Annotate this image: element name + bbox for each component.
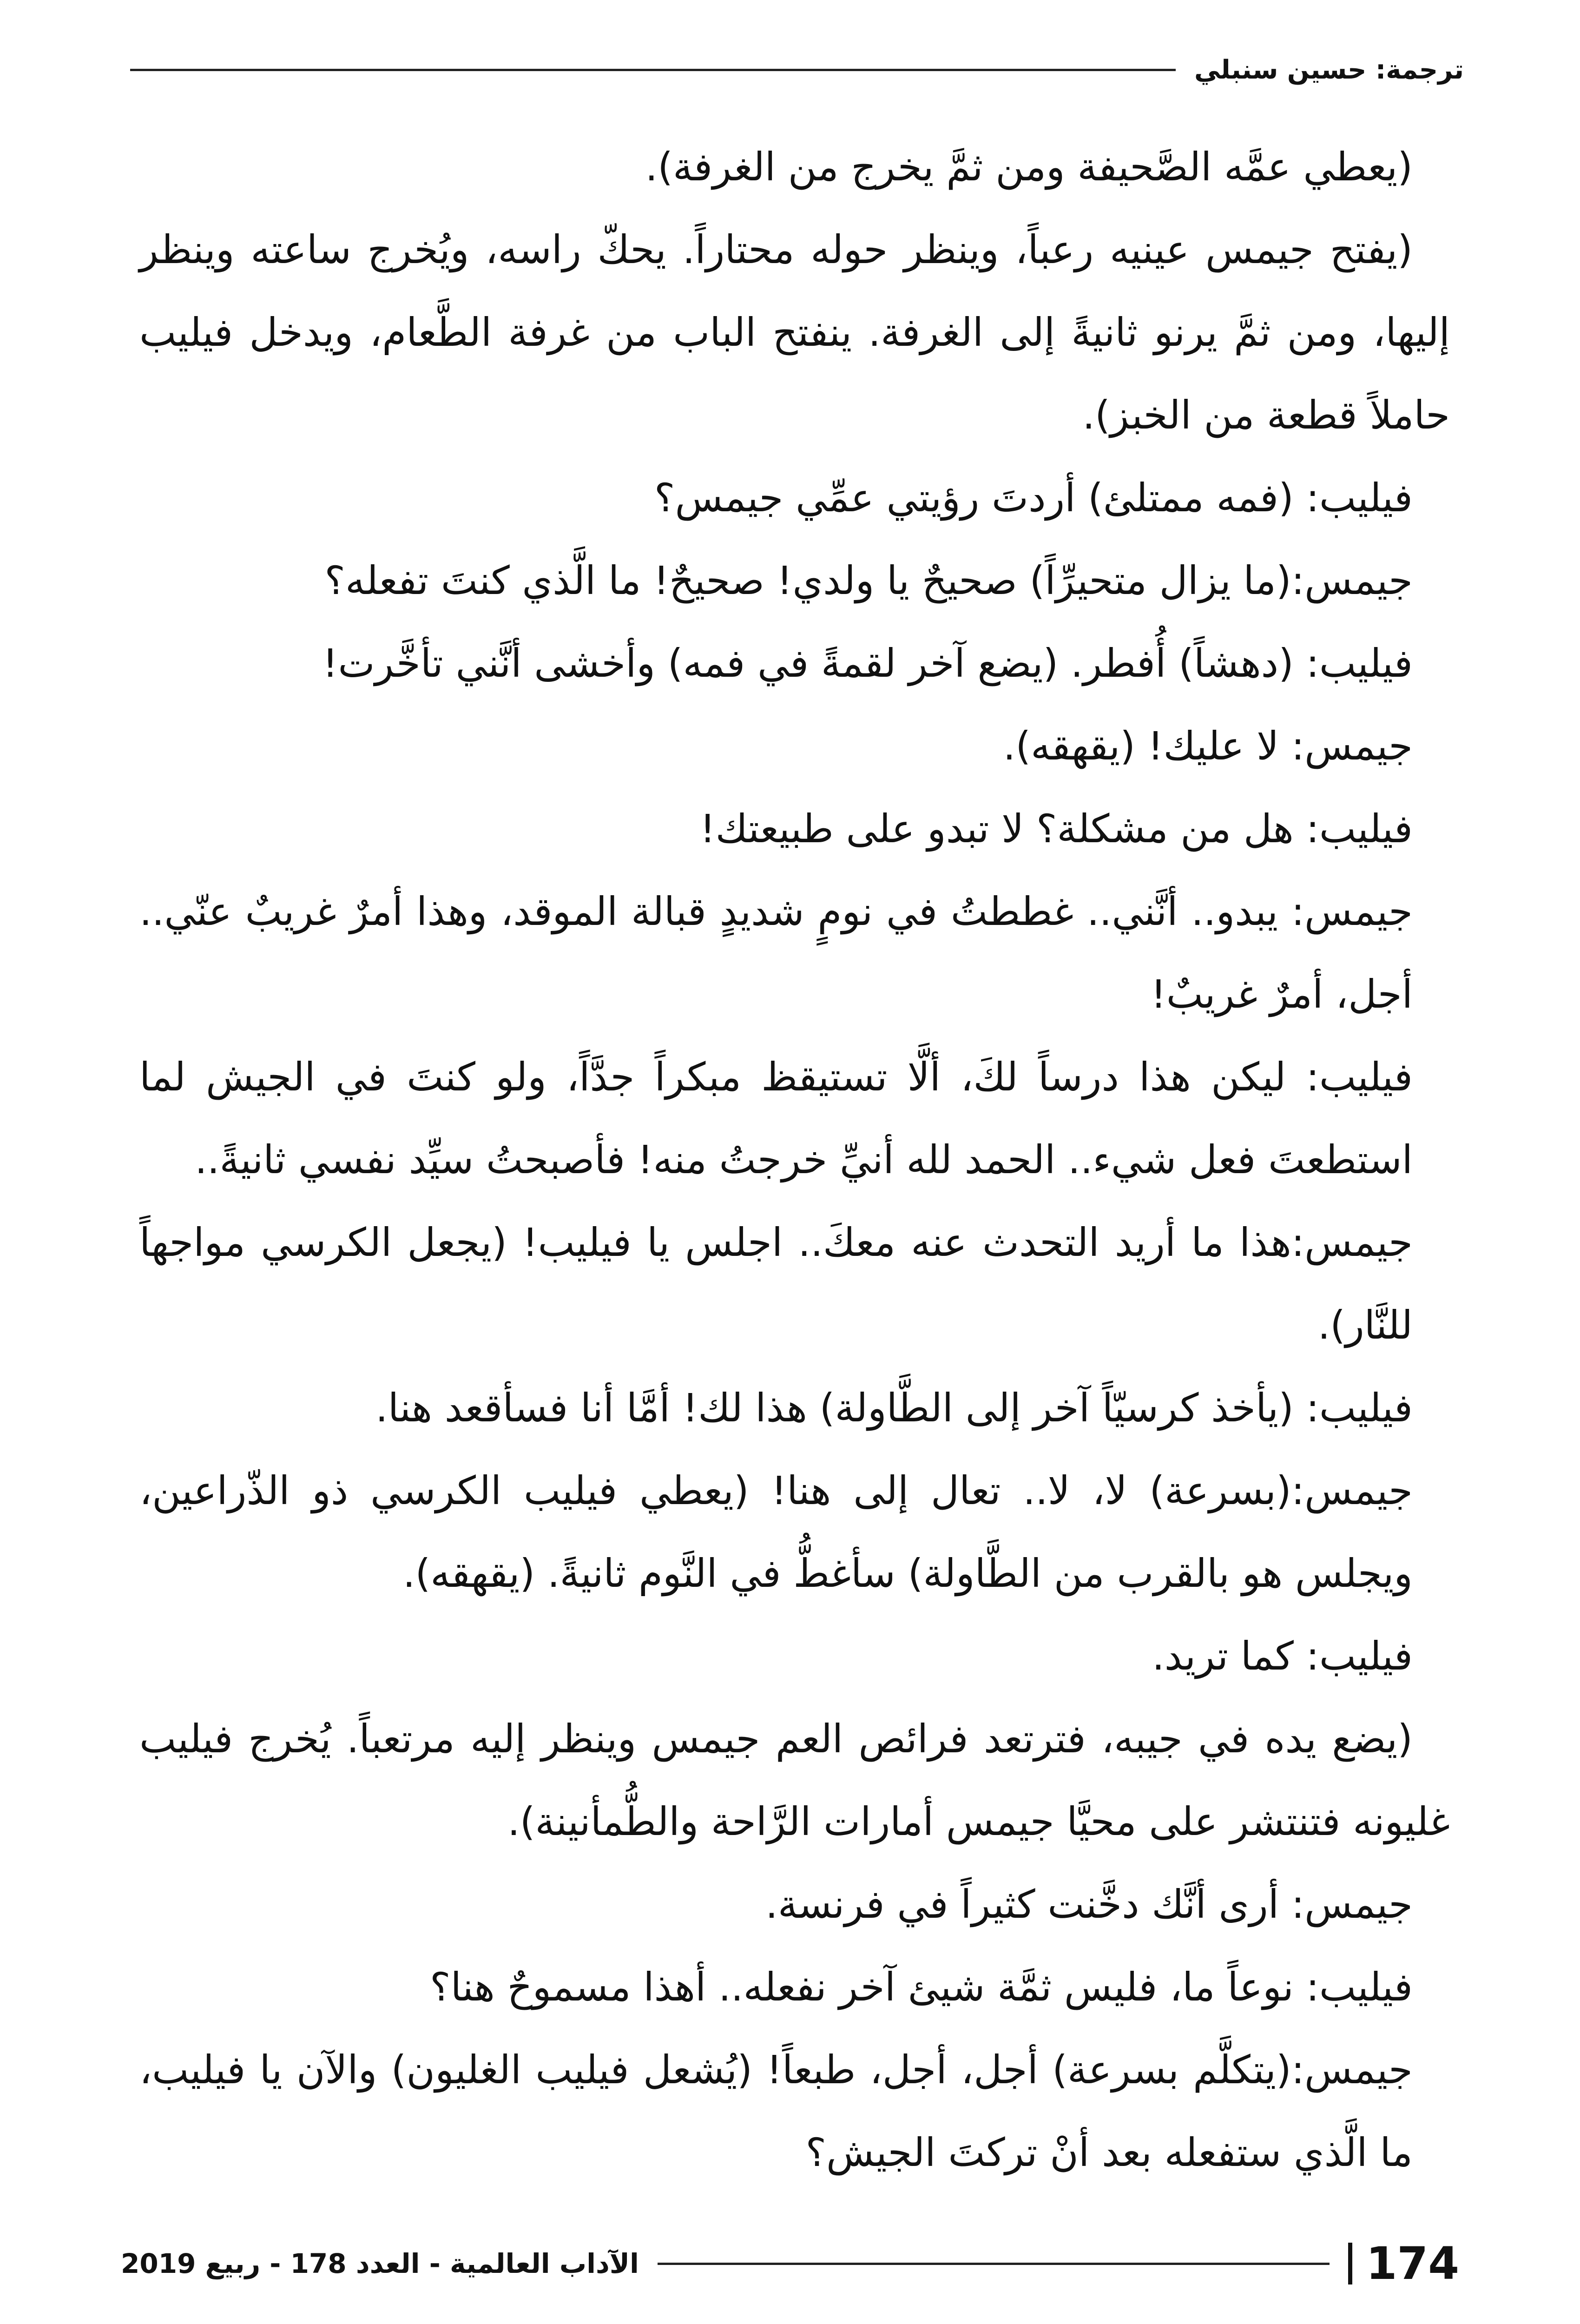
dialogue-line: جيمس:(يتكلَّم بسرعة) أجل، أجل، طبعاً! (يُشعل فيليب الغليون) والآن يا فيليب، ما الَّذي ستفعله بعد أنْ تركتَ الجيش؟ — [139, 2047, 1413, 2175]
stage-direction: (يعطي عمَّه الصَّحيفة ومن ثمَّ يخرج من الغرفة). — [645, 144, 1413, 190]
dialogue-line: فيليب: ليكن هذا درساً لكَ، ألَّا تستيقظ مبكراً جدَّاً، ولو كنتَ في الجيش لما استطعتَ فعل شيء.. الحمد لله أنيِّ خرجتُ منه! فأصبحتُ سيِّد نفسي ثانيةً.. — [139, 1054, 1413, 1182]
header-rule — [130, 69, 1176, 71]
dialogue-line: جيمس: لا عليك! (يقهقه). — [1003, 723, 1413, 769]
page-footer — [121, 2236, 1459, 2291]
page-body — [139, 125, 1450, 2194]
dialogue-line: فيليب: نوعاً ما، فليس ثمَّة شيئ آخر نفعله.. أهذا مسموحٌ هنا؟ — [429, 1964, 1413, 2010]
stage-direction: (يضع يده في جيبه، فترتعد فرائص العم جيمس وينظر إليه مرتعباً. يُخرج فيليب غليونه فتنتشر على محيَّا جيمس أمارات الرَّاحة والطُّمأنينة). — [139, 1716, 1450, 1844]
dialogue-line: جيمس:(بسرعة) لا، لا.. تعال إلى هنا! (يعطي فيليب الكرسي ذو الذّراعين، ويجلس هو بالقرب من الطَّاولة) سأغطُّ في النَّوم ثانيةً. (يقهقه). — [139, 1468, 1413, 1596]
dialogue-line: جيمس: أرى أنَّك دخَّنت كثيراً في فرنسة. — [765, 1882, 1413, 1927]
dialogue-line: فيليب: كما تريد. — [1152, 1633, 1413, 1679]
dialogue-line: فيليب: (فمه ممتلئ) أردتَ رؤيتي عمِّي جيمس؟ — [654, 475, 1413, 521]
translator-credit: ترجمة: حسين سنبلي — [1194, 54, 1464, 85]
dialogue-line: جيمس: يبدو.. أنَّني.. غططتُ في نومٍ شديدٍ قبالة الموقد، وهذا أمرٌ غريبٌ عنّي.. أجل، أمرٌ غريبٌ! — [139, 889, 1413, 1017]
running-header — [130, 46, 1464, 93]
footer-rule — [658, 2263, 1330, 2265]
dialogue-line: جيمس:(ما يزال متحيرِّاً) صحيحٌ يا ولدي! صحيحٌ! ما الَّذي كنتَ تفعله؟ — [324, 558, 1413, 603]
dialogue-line: جيمس:هذا ما أريد التحدث عنه معكَ.. اجلس يا فيليب! (يجعل الكرسي مواجهاً للنَّار). — [139, 1220, 1413, 1348]
dialogue-line: فيليب: (يأخذ كرسيّاً آخر إلى الطَّاولة) هذا لك! أمَّا أنا فسأقعد هنا. — [375, 1385, 1413, 1431]
dialogue-line: فيليب: (دهشاً) أُفطر. (يضع آخر لقمةً في فمه) وأخشى أنَّني تأخَّرت! — [322, 640, 1413, 686]
dialogue-line: فيليب: هل من مشكلة؟ لا تبدو على طبيعتك! — [699, 806, 1413, 852]
page-number: 174 — [1366, 2238, 1459, 2290]
footer-separator-bar — [1348, 2243, 1352, 2284]
journal-issue: الآداب العالمية - العدد 178 - ربيع 2019 — [121, 2248, 639, 2279]
stage-direction: (يفتح جيمس عينيه رعباً، وينظر حوله محتاراً. يحكّ راسه، ويُخرج ساعته وينظر إليها، ومن ثمَّ يرنو ثانيةً إلى الغرفة. ينفتح الباب من غرفة الطَّعام، ويدخل فيليب حاملاً قطعة من الخبز). — [139, 227, 1450, 438]
